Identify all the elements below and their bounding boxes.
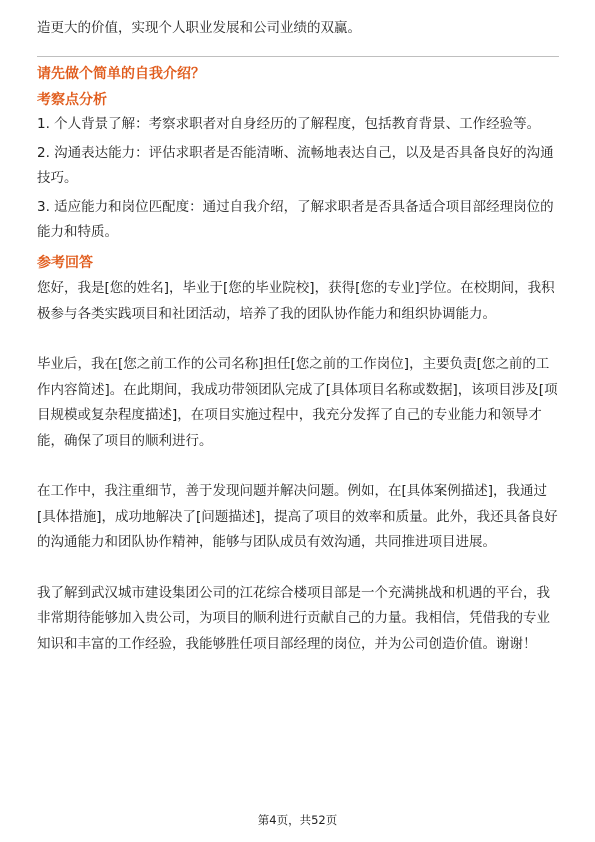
- analysis-heading: 考察点分析: [37, 92, 107, 108]
- question-title: 请先做个简单的自我介绍？: [37, 66, 205, 82]
- answer-heading: 参考回答: [37, 255, 93, 271]
- previous-answer-tail: 造更大的价值，实现个人职业发展和公司业绩的双赢。: [37, 20, 361, 36]
- analysis-point: 1. 个人背景了解：考察求职者对自身经历的了解程度，包括教育背景、工作经验等。: [37, 116, 541, 132]
- answer-paragraph: 您好，我是[您的姓名]，毕业于[您的毕业院校]，获得[您的专业]学位。在校期间，我积极参与各类实践项目和社团活动，培养了我的团队协作能力和组织协调能力。: [37, 280, 555, 322]
- analysis-point: 3. 适应能力和岗位匹配度：通过自我介绍，了解求职者是否具备适合项目部经理岗位的能力和特质。: [37, 199, 554, 240]
- page-content: [37, 0, 559, 657]
- answer-paragraph: 在工作中，我注重细节，善于发现问题并解决问题。例如，在[具体案例描述]，我通过[具体措施]，成功地解决了[问题描述]，提高了项目的效率和质量。此外，我还具备良好的沟通能力和团队协作精神，能够与团队成员有效沟通，共同推进项目进展。: [37, 483, 558, 550]
- analysis-points: [37, 112, 559, 245]
- analysis-point: 2. 沟通表达能力：评估求职者是否能清晰、流畅地表达自己，以及是否具备良好的沟通技巧。: [37, 145, 554, 186]
- answer-body: [37, 276, 559, 657]
- answer-paragraph: 我了解到武汉城市建设集团公司的江花综合楼项目部是一个充满挑战和机遇的平台，我非常期待能够加入贵公司，为项目的顺利进行贡献自己的力量。我相信，凭借我的专业知识和丰富的工作经验，我能够胜任项目部经理的岗位，并为公司创造价值。谢谢！: [37, 584, 550, 652]
- section-divider: [37, 56, 559, 57]
- page-number-footer: 第4页，共52页: [257, 813, 338, 827]
- answer-paragraph: 毕业后，我在[您之前工作的公司名称]担任[您之前的工作岗位]，主要负责[您之前的工作内容简述]。在此期间，我成功带领团队完成了[具体项目名称或数据]，该项目涉及[项目规模或复杂程度描述]，在项目实施过程中，我充分发挥了自己的专业能力和领导才能，确保了项目的顺利进行。: [37, 356, 558, 449]
